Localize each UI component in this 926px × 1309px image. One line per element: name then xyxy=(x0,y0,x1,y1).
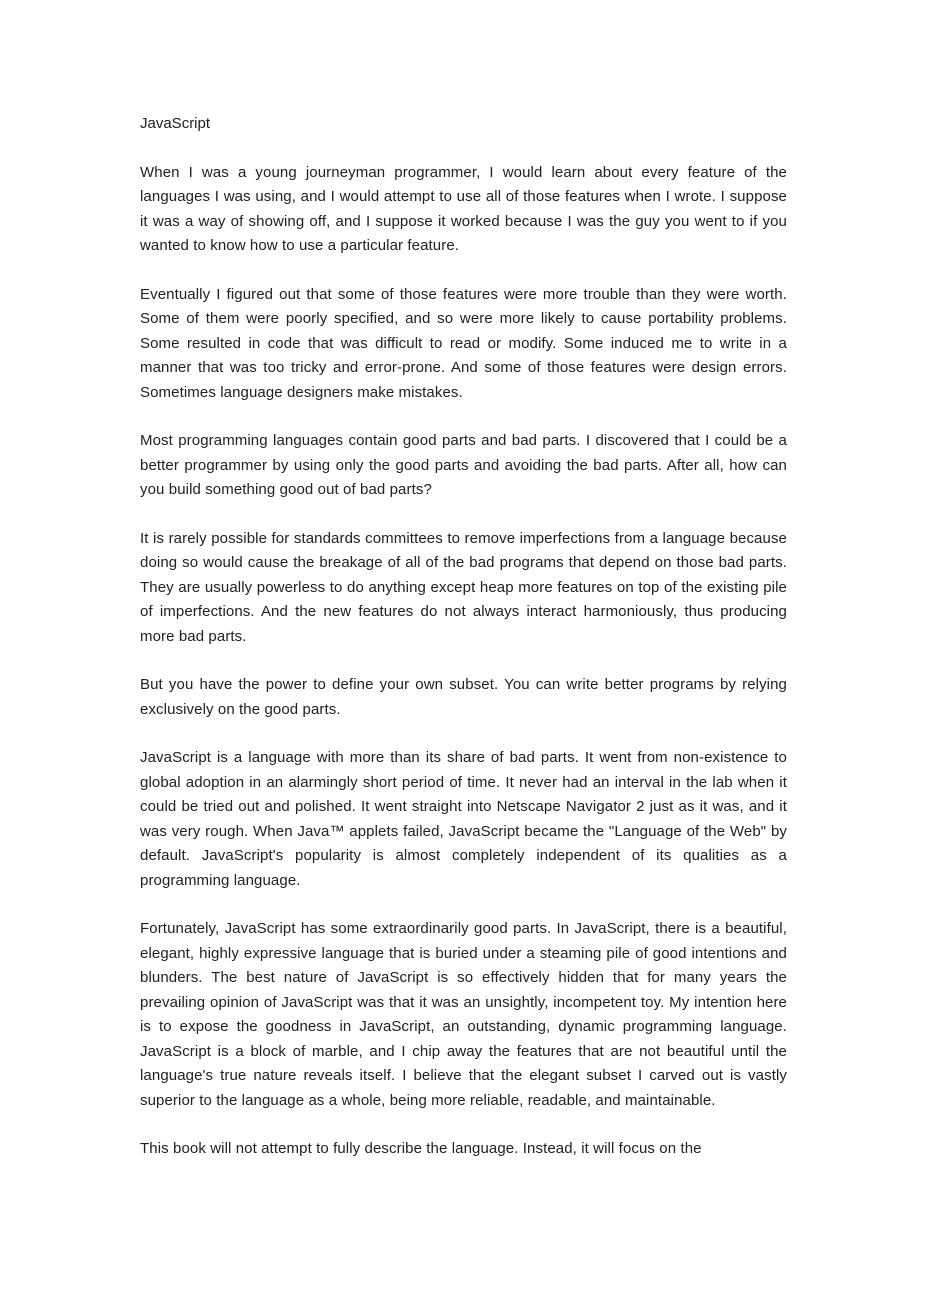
paragraph: This book will not attempt to fully describe the language. Instead, it will focus on the xyxy=(140,1140,702,1157)
paragraph: JavaScript is a language with more than its share of bad parts. It went from non-existence to global adoption in an alarmingly short period of time. It never had an interval in the lab when it could be tried out and polished. It went straight into Netscape Navigator 2 just as it was, and it was very rough. When Java™ applets failed, JavaScript became the "Language of the Web" by default. JavaScript's popularity is almost completely independent of its qualities as a programming language. xyxy=(140,749,787,889)
paragraph: Most programming languages contain good parts and bad parts. I discovered that I could be a better programmer by using only the good parts and avoiding the bad parts. After all, how can you build something good out of bad parts? xyxy=(140,432,787,498)
page-title xyxy=(140,112,787,137)
paragraph: But you have the power to define your own subset. You can write better programs by relying exclusively on the good parts. xyxy=(140,676,787,718)
paragraph: Eventually I figured out that some of those features were more trouble than they were worth. Some of them were poorly specified, and so were more likely to cause portability problems. Some resulted in code that was difficult to read or modify. Some induced me to write in a manner that was too tricky and error-prone. And some of those features were design errors. Sometimes language designers make mistakes. xyxy=(140,285,787,401)
page-title-text: JavaScript xyxy=(140,115,211,132)
paragraph: When I was a young journeyman programmer, I would learn about every feature of the languages I was using, and I would attempt to use all of those features when I wrote. I suppose it was a way of showing off, and I suppose it worked because I was the guy you went to if you wanted to know how to use a particular feature. xyxy=(140,163,787,254)
paragraph: Fortunately, JavaScript has some extraordinarily good parts. In JavaScript, there is a beautiful, elegant, highly expressive language that is buried under a steaming pile of good intentions and blunders. The best nature of JavaScript is so effectively hidden that for many years the prevailing opinion of JavaScript was that it was an unsightly, incompetent toy. My intention here is to expose the goodness in JavaScript, an outstanding, dynamic programming language. JavaScript is a block of marble, and I chip away the features that are not beautiful until the language's true nature reveals itself. I believe that the elegant subset I carved out is vastly superior to the language as a whole, being more reliable, readable, and maintainable. xyxy=(140,920,787,1109)
paragraph: It is rarely possible for standards committees to remove imperfections from a language because doing so would cause the breakage of all of the bad programs that depend on those bad parts. They are usually powerless to do anything except heap more features on top of the existing pile of imperfections. And the new features do not always interact harmoniously, thus producing more bad parts. xyxy=(140,529,787,645)
